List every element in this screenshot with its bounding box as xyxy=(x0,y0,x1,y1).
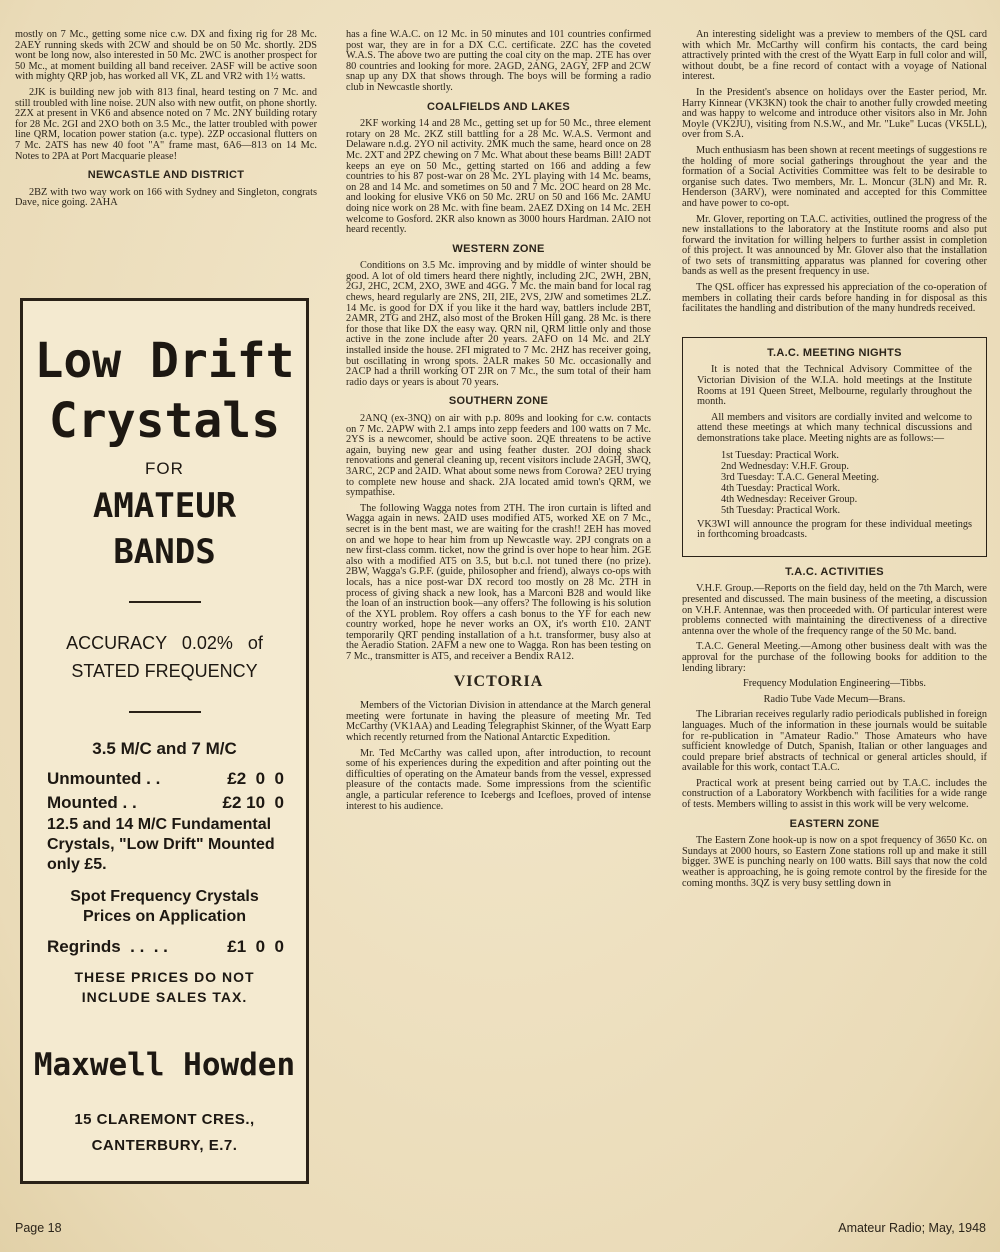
section-heading-western: WESTERN ZONE xyxy=(452,242,545,255)
ad-price-row xyxy=(23,767,306,791)
ad-divider xyxy=(129,601,201,603)
page-number: Page 18 xyxy=(15,1221,62,1235)
article-paragraph: mostly on 7 Mc., getting some nice c.w. DX and fixing rig for 28 Mc. 2AEY running skeds with 2CW and should be on 50 Mc. shortly. 2DS wont be long now, also interested in 50 Mc. 2WC is another prospect for 50 Mc., at moment building all band receiver. 2ASF will be active soon with mighty QRP job, has worked all VK, ZL and VR2 with 1½ watts. xyxy=(15,29,317,83)
article-paragraph: 2BZ with two way work on 166 with Sydney and Singleton, congrats Dave, nice going. 2AHA xyxy=(15,186,317,209)
book-title: Radio Tube Vade Mecum—Brans. xyxy=(763,693,906,705)
article-paragraph: 2JK is building new job with 813 final, heard testing on 7 Mc. and still troubled with line noise. 2UN also with new outfit, on phone shortly. 2ZX at present in VK6 and absence noted on 7 Mc. 2NY building rotary for 28 Mc. 2GI and 2XO both on 3.5 Mc., the latter troubled with power line QRM, location power station (a.c. type). 2ZP occasional flutters on 7 Mc. 2ATS has new 40 foot "A" frame mast, 6A6—813 on 14 Mc. Notes to 2PA at Port Macquarie please! xyxy=(15,86,317,162)
article-paragraph: Practical work at present being carried out by T.A.C. includes the construction of a Laboratory Workbench with facilities for a wide range of tests. Members willing to assist in this work will be very welcome. xyxy=(682,777,987,811)
list-item: 5th Tuesday: Practical Work. xyxy=(721,504,841,516)
ad-address-line: CANTERBURY, E.7. xyxy=(91,1137,238,1154)
ad-subheadline-line: AMATEUR xyxy=(92,486,237,526)
page-footer xyxy=(15,1221,986,1237)
ad-subheadline-line: BANDS xyxy=(113,532,216,572)
column-right xyxy=(682,30,987,894)
ad-headline xyxy=(23,331,306,451)
article-paragraph: The QSL officer has expressed his appreciation of the co-operation of members in collating their cards before handing in for disposal as this facilitates the handling and distribution of the many hundreds received. xyxy=(682,282,987,315)
price-value: £1 0 0 xyxy=(227,937,284,956)
section-heading-victoria: VICTORIA xyxy=(453,672,544,690)
list-item: 4th Wednesday: Receiver Group. xyxy=(721,493,858,505)
ad-address xyxy=(23,1107,306,1159)
ad-headline-line: Crystals xyxy=(48,393,281,449)
ad-headline-line: Low Drift xyxy=(34,333,295,389)
article-paragraph: The Librarian receives regularly radio periodicals published in foreign languages. Much of the information in these journals would be suitable for re-publication in "Amateur Radio." Those Amateurs who have sufficient knowledge of Dutch, Spanish, Italian or other languages and could prepare brief abstracts of technical or general articles should, if available for this work, contact T.A.C. xyxy=(682,709,987,774)
ad-bands: 3.5 M/C and 7 M/C xyxy=(92,739,237,758)
article-paragraph: 2ANQ (ex-3NQ) on air with p.p. 809s and looking for c.w. contacts on 7 Mc. 2APW with 2.1 amps into zepp feeders and 100 watts on 7 Mc. 2YS is a newcomer, should be active soon. 2QE threatens to be active again, buying new gear and using feather duster. 2OJ doing shack renovations and general cleaning up, recent visitors include 2AGH, 3WQ, 3ARC, 2CP and 2AID. What about some news from Corowa? 2EU trying to complete new house and shack. 2JA located amid town's QRM, we sympathise. xyxy=(346,413,651,499)
ad-price-row xyxy=(23,791,306,815)
ad-address-line: 15 CLAREMONT CRES., xyxy=(74,1111,255,1128)
list-item: 4th Tuesday: Practical Work. xyxy=(721,482,841,494)
article-paragraph: T.A.C. General Meeting.—Among other business dealt with was the approval for the purchase of the following books for addition to the lending library: xyxy=(682,641,987,674)
ad-fundamental: 12.5 and 14 M/C Fundamental Crystals, "Low Drift" Mounted only £5. xyxy=(47,816,275,873)
box-paragraph: VK3WI will announce the program for these individual meetings in forthcoming broadcasts. xyxy=(697,518,972,541)
crystal-advertisement xyxy=(20,298,309,1184)
list-item: 1st Tuesday: Practical Work. xyxy=(721,449,839,461)
ad-spot-frequency xyxy=(23,887,306,927)
ad-tax-note xyxy=(23,967,306,1007)
article-paragraph: Members of the Victorian Division in attendance at the March general meeting were fortunate in having the pleasure of meeting Mr. Ted McCarthy (VK1AA) and Leading Telegraphist Skinner, of the Wyatt Earp which recently returned from the National Antarctic Expedition. xyxy=(346,700,651,744)
list-item: 3rd Tuesday: T.A.C. General Meeting. xyxy=(721,471,880,483)
article-paragraph: An interesting sidelight was a preview to members of the QSL card with which Mr. McCarthy will confirm his contacts, the card being attractively printed with the crest of the Wyatt Earp in full color and will, without doubt, be a fine record of contact with a voyage of National interest. xyxy=(682,29,987,83)
article-paragraph: Much enthusiasm has been shown at recent meetings of suggestions re the holding of more social gatherings throughout the year and the formation of a Social Activities Committee was felt to be desirable to organise such dates. Two members, Mr. L. Moncur (3LN) and Mr. R. Henderson (3ARV), were nominated and accepted for this Committee and have power to co-opt. xyxy=(682,144,987,209)
box-heading: T.A.C. MEETING NIGHTS xyxy=(767,346,902,359)
price-label: Unmounted . . xyxy=(47,769,161,788)
meeting-nights-box xyxy=(682,337,987,557)
book-title: Frequency Modulation Engineering—Tibbs. xyxy=(743,678,926,690)
section-heading-tac: T.A.C. ACTIVITIES xyxy=(785,565,884,578)
article-paragraph: Mr. Ted McCarthy was called upon, after introduction, to recount some of his experiences during the expedition and after pointing out the difficulties of operating on the Amateur bands from the vessel, expressed pleasure of the contacts made. Some impressions from the scientific angle, a particular reference to Icebergs and Icefloes, proved of intense interest to his audience. xyxy=(346,747,651,812)
section-heading-newcastle: NEWCASTLE AND DISTRICT xyxy=(87,169,245,182)
ad-subheadline xyxy=(23,483,306,575)
box-paragraph: All members and visitors are cordially invited and welcome to attend these meetings at which many technical discussions and demonstrations take place. Meeting nights are as follows:— xyxy=(697,411,972,444)
price-label: Regrinds . . . . xyxy=(47,937,168,956)
article-paragraph: Mr. Glover, reporting on T.A.C. activities, outlined the progress of the new installations to the laboratory at the Institute rooms and also put forward the invitation for willing helpers to further assist in completion of this project. It was announced by Mr. Glover also that the installation of two sets of transmitting apparatus was planned for covering other bands as well as the present frequency in use. xyxy=(682,213,987,278)
article-paragraph: has a fine W.A.C. on 12 Mc. in 50 minutes and 101 countries confirmed post war, they are in for a DX C.C. certificate. 2ZC has the coveted W.A.S. The above two are putting the coal city on the map. 2TE has over 80 countries and looking for more. 2AGD, 2ANG, 2AGY, 2FP and 2CW snap up any DX that shows through. The boys will be forming a radio club in Newcastle shortly. xyxy=(346,29,651,93)
section-heading-coalfields: COALFIELDS AND LAKES xyxy=(426,100,571,113)
price-label: Mounted . . xyxy=(47,793,137,812)
article-paragraph: V.H.F. Group.—Reports on the field day, held on the 7th March, were presented and discussed. The main business of the meeting, a discussion on V.H.F. Antennae, was then proceeded with. Of particular interest were problems connected with maintaining the directiveness of a directive antenna over the whole of the frequency range of the 50 Mc. band. xyxy=(682,583,987,637)
ad-tax-line: INCLUDE SALES TAX. xyxy=(81,989,248,1005)
column-left xyxy=(15,30,317,214)
article-paragraph: The Eastern Zone hook-up is now on a spot frequency of 3650 Kc. on Sundays at 2000 hours, so Eastern Zone stations roll up and make it still bigger. 3WE is punching nearly on 100 watts. Bill says that now the cold weather is approaching, he is going remote control by the fireside for the coming months. 3QZ is very busy settling down in xyxy=(682,835,987,889)
box-paragraph: It is noted that the Technical Advisory Committee of the Victorian Division of the W.I.A. hold meetings at the Institute Rooms at 191 Queen Street, Melbourne, regularly throughout the month. xyxy=(697,364,972,408)
section-heading-eastern: EASTERN ZONE xyxy=(789,817,880,830)
ad-spot-line: Spot Frequency Crystals xyxy=(70,888,259,905)
ad-spot-line: Prices on Application xyxy=(83,908,246,925)
article-paragraph: 2KF working 14 and 28 Mc., getting set up for 50 Mc., three element rotary on 28 Mc. 2KZ still battling for a 28 Mc. W.A.S. Vermont and Delaware n.d.g. 2YO nil activity. 2MK much the same, heard once on 28 Mc. 2XT and 2PZ chewing on 7 Mc. What about these beams Bill! 2ADT keeps an eye on 50 Mc., getting started on 166 and adding a few countries to his 87 post-war on 28 Mc. 2YL playing with 14 Mc. beams, on 28 and 14 Mc. and sometimes on 50 and 7 Mc. 2OC heard on 28 Mc. and looking for elusive VK6 on 50 Mc. 2RU on 50 and 166 Mc. 2AMU doing nice work on 28 Mc. with fine beam. 2AEZ DXing on 14 Mc. 2EH welcome to Gosford. 2KR also known as 3000 hours Hardman. 2AIO not heard recently. xyxy=(346,118,651,236)
ad-accuracy xyxy=(23,629,306,685)
article-paragraph: In the President's absence on holidays over the Easter period, Mr. Harry Kinnear (VK3KN) took the chair to another fully crowded meeting and was happy to welcome and introduce other visitors also in Mr. John Moyle (VK2JU), visiting from N.S.W., and Mr. "Luke" Lucas (VK5LL), over from S.A. xyxy=(682,86,987,141)
section-heading-southern: SOUTHERN ZONE xyxy=(448,395,549,408)
price-value: £2 0 0 xyxy=(227,769,284,788)
publication-info: Amateur Radio; May, 1948 xyxy=(838,1221,986,1235)
meeting-schedule-list xyxy=(697,450,972,516)
ad-tax-line: THESE PRICES DO NOT xyxy=(74,969,255,985)
ad-divider xyxy=(129,711,201,713)
column-middle xyxy=(346,30,651,817)
ad-accuracy-line: STATED FREQUENCY xyxy=(71,661,258,681)
ad-accuracy-line: ACCURACY 0.02% of xyxy=(66,633,263,653)
ad-price-row xyxy=(23,935,306,959)
article-paragraph: Conditions on 3.5 Mc. improving and by middle of winter should be good. A lot of old timers heard there nightly, including 2JC, 2WH, 2BN, 2GJ, 2HC, 2CM, 2XO, 3WE and 4GG. 7 Mc. the main band for local rag chews, heard regularly are 2NS, 2II, 2IE, 2VS, 2JW and sometimes 2LZ. 14 Mc. is good for DX if you like it the hard way, battlers include 2BT, 2AMR, 2TG and 2HZ, also most of the Broken Hill gang. 28 Mc. is there for those that like DX the easy way. QRN nil, QRM little only and those active in the zone include after 20 years. 2AFO on 14 Mc. and 2LY installed inside the house. 2FI migrated to 7 Mc. 2HZ has receiver going, but oscillating in wrong spots. 2ALR makes 50 Mc. occasionally and 2ACP had a thrill working OT 2JR on 7 Mc., the sum total of their ham radio days or years is about 70 years. xyxy=(346,260,651,388)
price-value: £2 10 0 xyxy=(222,793,284,812)
list-item: 2nd Wednesday: V.H.F. Group. xyxy=(721,460,849,472)
article-paragraph: The following Wagga notes from 2TH. The iron curtain is lifted and Wagga again in news. 2AID uses modified AT5, worked XE on 7 Mc., secret is in the bent mast, we are waiting for the crash!! 2EH has moved on and we hope to hear him from up Newcastle way. 2PJ congrats on a new first-class comm. ticket, now the grind is over hope to hear him. 2GE also with a modified AT5 on 3.5, but b.c.l. not tuned there (no prize). 2BW, Wagga's G.P.F. (guide, philosopher and friend), always co-ops with locals, has a nice post-war DX record too mostly on 28 Mc. 2TH in process of giving shack a new look, has a Marconi B28 and would like the loan of an instruction book—any offers? The following is his solution of the XYL problem. Roy offers a cash bonus to the YF for each new country worked, hope he never works an OX, it's worth £10. 2ANT temporarily QRT pending installation of a h.t. transformer, busy also at the Aeradio Station. 2AFM a new one to Wagga. Ron has been testing on 7 Mc., transmitter is AT5, and receiver a Bendix RA12. xyxy=(346,502,651,663)
ad-company-name: Maxwell Howden xyxy=(33,1047,296,1083)
ad-for: FOR xyxy=(145,459,184,478)
